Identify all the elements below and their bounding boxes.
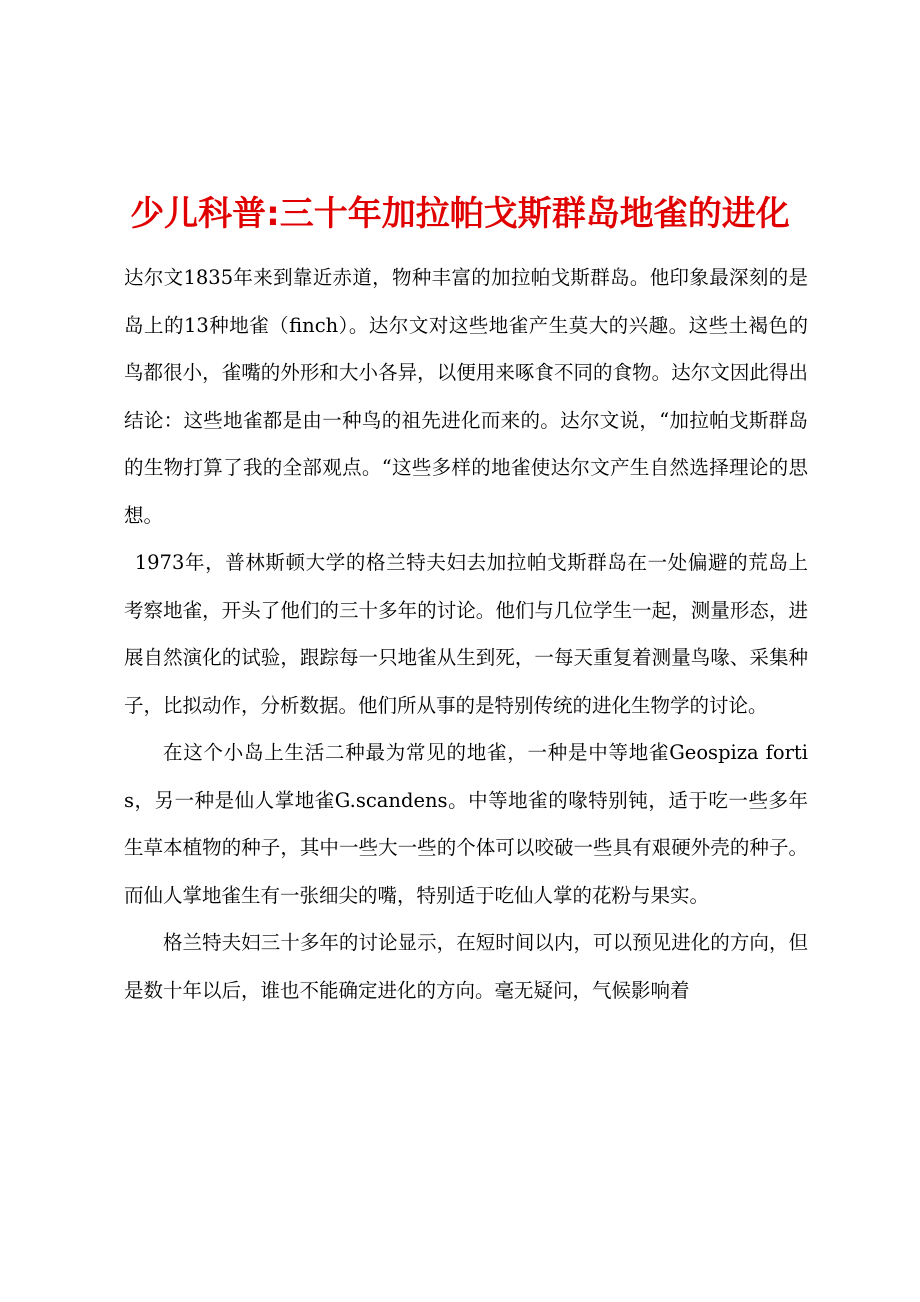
paragraph-darwin: 达尔文1835年来到靠近赤道，物种丰富的加拉帕戈斯群岛。他印象最深刻的是岛上的13种地雀（finch）。达尔文对这些地雀产生莫大的兴趣。这些土褐色的鸟都很小，雀嘴的外形和大小各异，以便用来啄食不同的食物。达尔文因此得出结论：这些地雀都是由一种鸟的祖先进化而来的。达尔文说，“加拉帕戈斯群岛的生物打算了我的全部观点。“这些多样的地雀使达尔文产生自然选择理论的思想。	[124, 266, 808, 527]
paragraph-findings: 格兰特夫妇三十多年的讨论显示，在短时间以内，可以预见进化的方向，但是数十年以后，谁也不能确定进化的方向。毫无疑问，气候影响着	[124, 931, 808, 1002]
document-body	[124, 254, 808, 1014]
paragraph-grant-study: 1973年，普林斯顿大学的格兰特夫妇去加拉帕戈斯群岛在一处偏避的荒岛上考察地雀，开头了他们的三十多年的讨论。他们与几位学生一起，测量形态，进展自然演化的试验，跟踪每一只地雀从生到死，一每天重复着测量鸟喙、采集种子，比拟动作，分析数据。他们所从事的是特别传统的进化生物学的讨论。	[124, 551, 808, 717]
paragraph-finch-species: 在这个小岛上生活二种最为常见的地雀，一种是中等地雀Geospiza fortis，另一种是仙人掌地雀G.scandens。中等地雀的喙特别钝，适于吃一些多年生草本植物的种子，其中一些大一些的个体可以咬破一些具有艰硬外壳的种子。而仙人掌地雀生有一张细尖的嘴，特别适于吃仙人掌的花粉与果实。	[124, 741, 808, 907]
document-title: 少儿科普:三十年加拉帕戈斯群岛地雀的进化	[130, 194, 790, 234]
